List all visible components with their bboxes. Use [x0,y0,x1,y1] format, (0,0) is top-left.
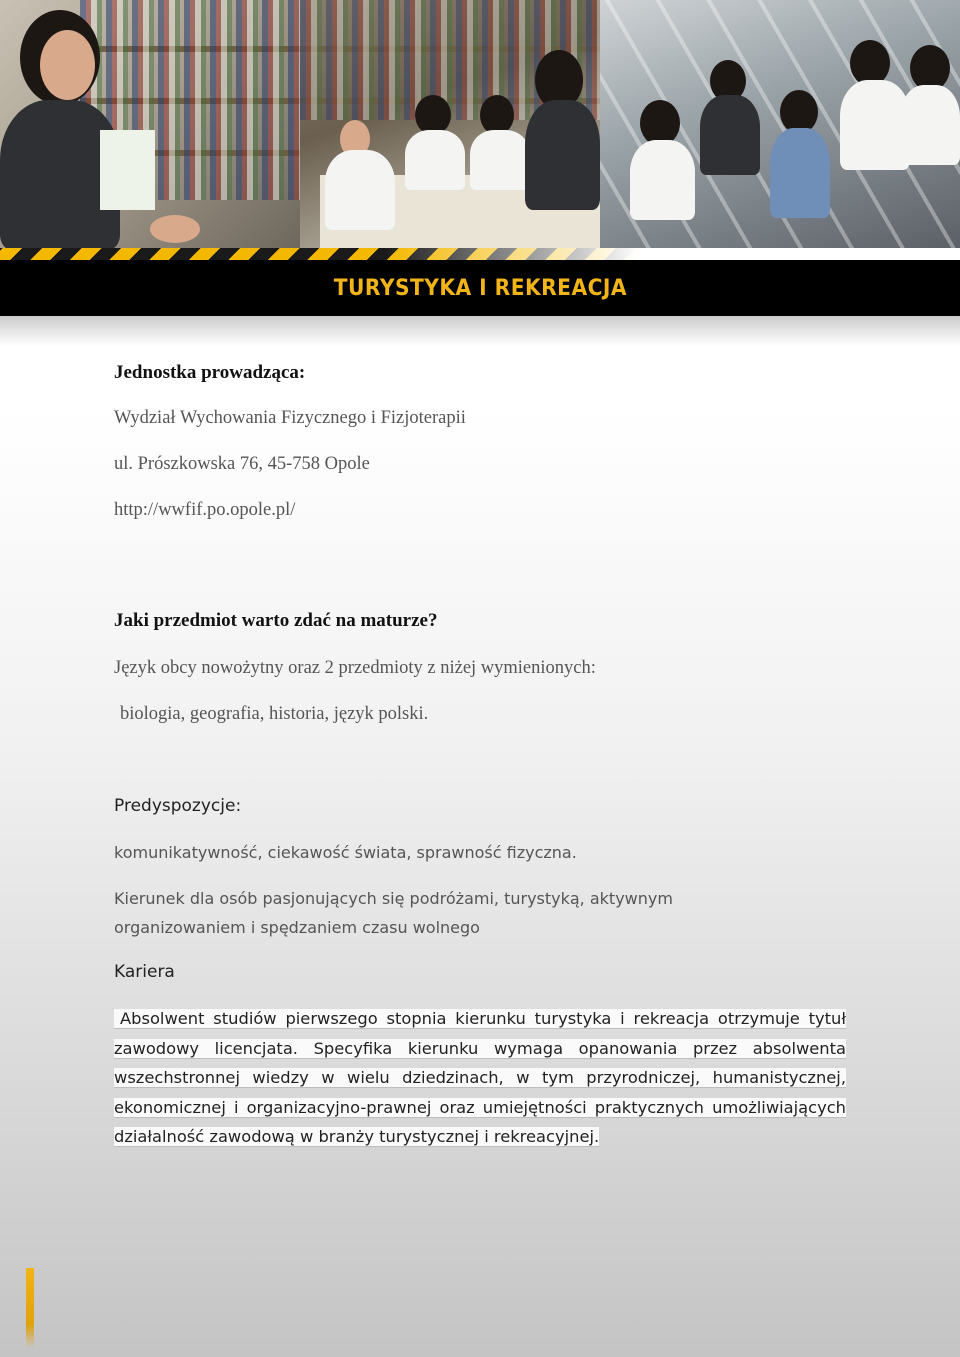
matura-requirement: Język obcy nowożytny oraz 2 przedmioty z niżej wymienionych: [114,658,596,678]
margin-accent-bar [26,1268,34,1348]
title-shadow [0,316,960,346]
header-photo-strip [0,0,960,248]
unit-heading: Jednostka prowadząca: [114,362,306,383]
faculty-name: Wydział Wychowania Fizycznego i Fizjoterapii [114,408,466,428]
field-description-line2: organizowaniem i spędzaniem czasu wolnego [114,918,480,937]
students-hall-photo [600,0,960,248]
page-title: TURYSTYKA I REKREACJA [333,275,627,301]
field-description-line1: Kierunek dla osób pasjonujących się podróżami, turystyką, aktywnym [114,889,673,908]
predispositions-heading: Predyspozycje: [114,796,242,816]
matura-subjects: biologia, geografia, historia, język polski. [120,704,429,724]
matura-heading: Jaki przedmiot warto zdać na maturze? [114,610,438,631]
group-study-photo [300,0,600,248]
career-paragraph [114,1004,846,1152]
faculty-address: ul. Prószkowska 76, 45-758 Opole [114,454,370,474]
predispositions-traits: komunikatywność, ciekawość świata, sprawność fizyczna. [114,843,577,862]
student-reading-photo [0,0,300,248]
faculty-website-link[interactable]: http://wwfif.po.opole.pl/ [114,500,296,520]
career-text: Absolwent studiów pierwszego stopnia kierunku turystyka i rekreacja otrzymuje tytuł zawodowy licencjata. Specyfika kierunku wymaga opanowania przez absolwenta wszechstronnej wiedzy w wielu dziedzinach, w tym przyrodniczej, humanistycznej, ekonomicznej i organizacyjno-prawnej oraz umiejętności praktycznych umożliwiających działalność zawodową w branży turystycznej i rekreacyjnej. [114,1009,846,1146]
title-bar [0,260,960,316]
career-heading: Kariera [114,962,175,982]
